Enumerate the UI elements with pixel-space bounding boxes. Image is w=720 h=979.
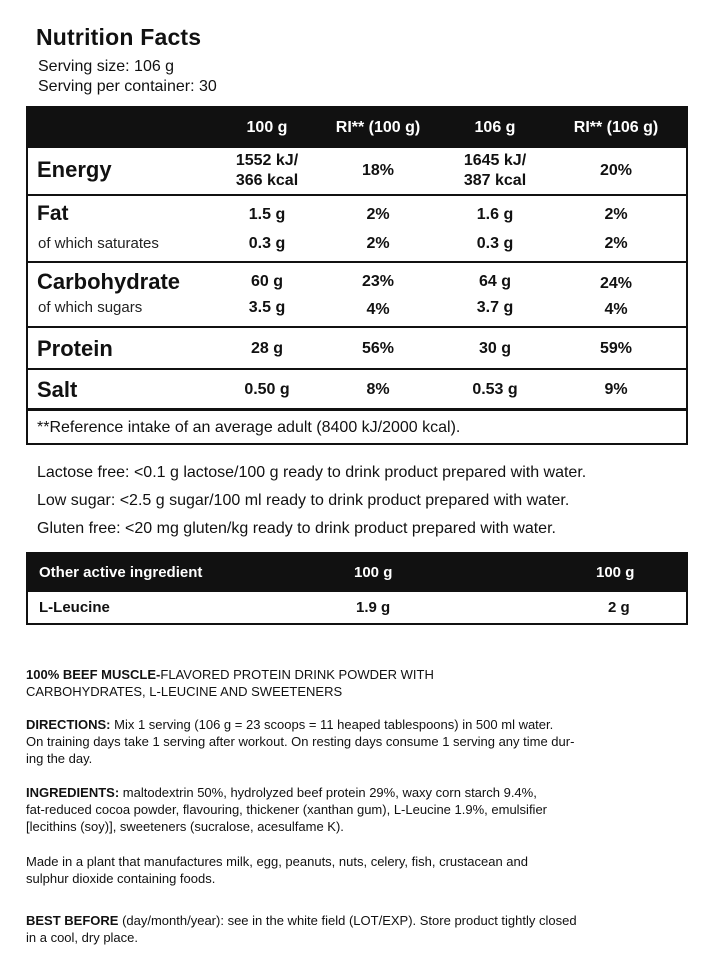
table-row-energy [28, 148, 686, 194]
ingredients-label: INGREDIENTS: [26, 785, 120, 800]
claim-low-sugar: Low sugar: <2.5 g sugar/100 ml ready to drink product prepared with water. [37, 492, 570, 509]
energy-106g-kcal: 387 kcal [463, 172, 527, 189]
ingredients-line3: [lecithins (soy)], sweeteners (sucralose, acesulfame K). [26, 819, 344, 834]
salt-106g: 0.53 g [472, 381, 518, 398]
directions-label: DIRECTIONS: [26, 717, 111, 732]
sugars-label: of which sugars [38, 299, 143, 316]
energy-ri-106g: 20% [599, 162, 633, 179]
table-row-saturates [28, 226, 686, 261]
salt-ri-106g: 9% [604, 381, 628, 398]
carbohydrate-106g: 64 g [478, 273, 511, 290]
ingredients-line1: maltodextrin 50%, hydrolyzed beef protein 29%, waxy corn starch 9.4%, [119, 785, 537, 800]
energy-label: Energy [37, 157, 112, 182]
protein-ri-106g: 59% [599, 340, 633, 357]
sugars-ri-100g: 4% [366, 301, 390, 318]
fat-100g: 1.5 g [248, 206, 286, 223]
energy-100g-kcal: 366 kcal [235, 172, 299, 189]
directions [26, 716, 676, 767]
salt-100g: 0.50 g [244, 381, 290, 398]
allergen-line2: sulphur dioxide containing foods. [26, 871, 216, 886]
nutrition-facts-title: Nutrition Facts [36, 24, 202, 50]
ingredients [26, 784, 676, 835]
header-ri-106g: RI** (106 g) [573, 119, 659, 136]
energy-ri-100g: 18% [361, 162, 395, 179]
serving-per-container: Serving per container: 30 [38, 78, 217, 95]
leucine-label: L-Leucine [39, 599, 110, 616]
best-before-line1: (day/month/year): see in the white field (LOT/EXP). Store product tightly closed [118, 913, 577, 928]
table-row-sugars [28, 293, 686, 326]
saturates-ri-100g: 2% [366, 235, 390, 252]
energy-100g [224, 151, 310, 191]
protein-label: Protein [37, 336, 113, 361]
other-ingredient-header [28, 554, 686, 592]
table-row-carbohydrate [28, 263, 686, 293]
ingredients-line2: fat-reduced cocoa powder, flavouring, thickener (xanthan gum), L-Leucine 1.9%, emulsifier [26, 802, 548, 817]
table-row-protein [28, 328, 686, 368]
carbohydrate-label: Carbohydrate [37, 269, 181, 294]
best-before [26, 912, 676, 946]
saturates-label: of which saturates [38, 235, 159, 252]
other-ingredient-header-100g-2: 100 g [596, 564, 635, 581]
product-description-line2: CARBOHYDRATES, L-LEUCINE AND SWEETENERS [26, 684, 343, 699]
leucine-100g: 1.9 g [356, 599, 391, 616]
product-description-bold: 100% BEEF MUSCLE- [26, 667, 161, 682]
protein-100g: 28 g [250, 340, 283, 357]
directions-line3: ing the day. [26, 751, 93, 766]
product-description [26, 666, 676, 700]
fat-ri-100g: 2% [366, 206, 390, 223]
sugars-100g: 3.5 g [248, 299, 286, 316]
energy-106g [452, 151, 538, 191]
leucine-106g: 2 g [608, 599, 630, 616]
sugars-ri-106g: 4% [604, 301, 628, 318]
protein-ri-100g: 56% [361, 340, 395, 357]
row-divider [28, 408, 686, 411]
energy-100g-kj: 1552 kJ/ [235, 152, 299, 169]
other-ingredient-table [26, 552, 688, 625]
salt-ri-100g: 8% [366, 381, 390, 398]
best-before-line2: in a cool, dry place. [26, 930, 139, 945]
carbohydrate-ri-106g: 24% [599, 275, 633, 292]
saturates-ri-106g: 2% [604, 235, 628, 252]
energy-106g-kj: 1645 kJ/ [463, 152, 527, 169]
directions-line2: On training days take 1 serving after workout. On resting days consume 1 serving any time dur- [26, 734, 575, 749]
directions-line1: Mix 1 serving (106 g = 23 scoops = 11 heaped tablespoons) in 500 ml water. [110, 717, 554, 732]
reference-intake-footnote: **Reference intake of an average adult (8400 kJ/2000 kcal). [37, 419, 461, 436]
allergen-line1: Made in a plant that manufactures milk, egg, peanuts, nuts, celery, fish, crustacean and [26, 854, 528, 869]
product-description-rest: FLAVORED PROTEIN DRINK POWDER WITH [160, 667, 434, 682]
nutrition-table-header [28, 108, 686, 148]
carbohydrate-100g: 60 g [250, 273, 283, 290]
other-ingredient-header-label: Other active ingredient [39, 564, 203, 581]
header-ri-100g: RI** (100 g) [335, 119, 421, 136]
claim-gluten-free: Gluten free: <20 mg gluten/kg ready to drink product prepared with water. [37, 520, 556, 537]
salt-label: Salt [37, 377, 78, 402]
saturates-106g: 0.3 g [476, 235, 514, 252]
other-ingredient-header-100g: 100 g [354, 564, 393, 581]
fat-106g: 1.6 g [476, 206, 514, 223]
saturates-100g: 0.3 g [248, 235, 286, 252]
claim-lactose-free: Lactose free: <0.1 g lactose/100 g ready to drink product prepared with water. [37, 464, 587, 481]
sugars-106g: 3.7 g [476, 299, 514, 316]
carbohydrate-ri-100g: 23% [361, 273, 395, 290]
header-100g: 100 g [246, 119, 288, 136]
table-row-salt [28, 370, 686, 408]
header-106g: 106 g [474, 119, 516, 136]
allergen-statement [26, 853, 676, 887]
fat-label: Fat [37, 202, 69, 225]
table-row-fat [28, 196, 686, 226]
serving-size: Serving size: 106 g [38, 58, 175, 75]
fat-ri-106g: 2% [604, 206, 628, 223]
best-before-label: BEST BEFORE [26, 913, 119, 928]
nutrition-table [26, 106, 688, 445]
protein-106g: 30 g [478, 340, 511, 357]
